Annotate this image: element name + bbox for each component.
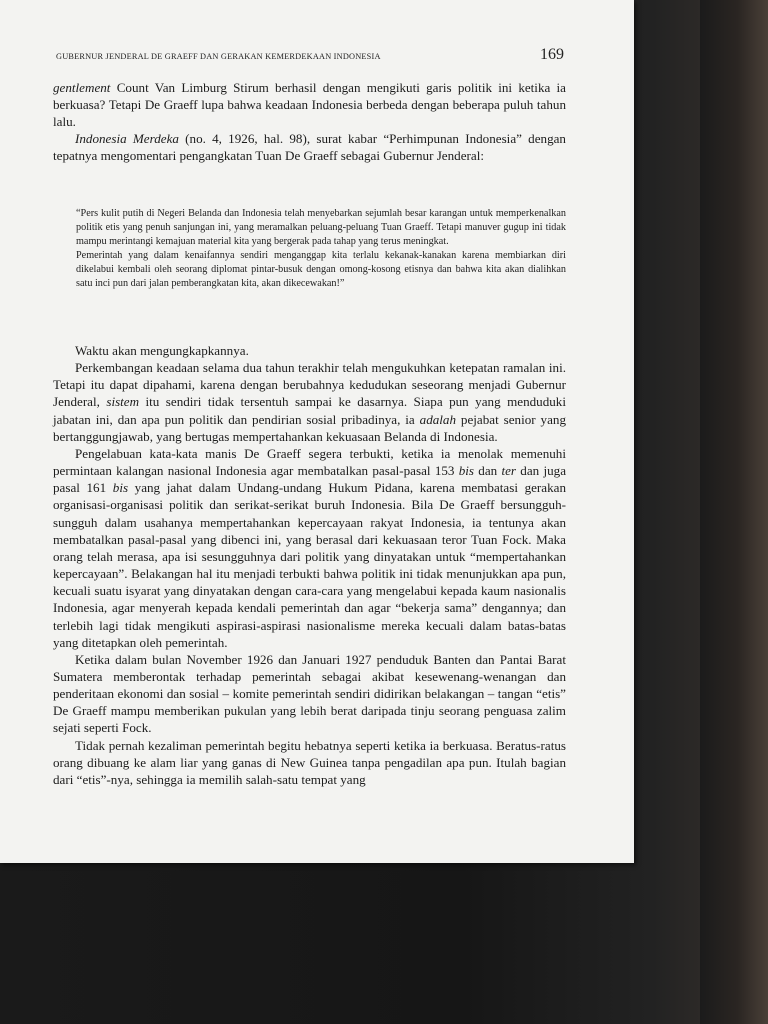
italic-term: bis [112, 480, 129, 496]
intro-paragraph-1 [53, 79, 566, 130]
running-title: GUBERNUR JENDERAL DE GRAEFF DAN GERAKAN KEMERDEKAAN INDONESIA [56, 52, 381, 61]
block-quote [76, 207, 566, 292]
paragraph-text: (no. 4, 1926, hal. 98), surat kabar “Perhimpunan Indonesia” dengan tepatnya mengomentari pengangkatan Tuan De Graeff sebagai Gubernur Jenderal: [53, 131, 566, 164]
paragraph-text: Count Van Limburg Stirum berhasil dengan mengikuti garis politik ini ketika ia berkuasa? Tetapi De Graeff lupa bahwa keadaan Indonesia berbeda dengan beberapa puluh tahun lalu. [53, 80, 566, 130]
main-paragraph-4: Ketika dalam bulan November 1926 dan Januari 1927 penduduk Banten dan Pantai Barat Sumatera memberontak terhadap pemerintah sebagai akibat kesewenang-wenangan dan penderitaan ekonomi dan sosial – komite pemerintah sendiri didirikan belakangan – tangan “etis” De Graeff mampu memberikan pukulan yang lebih berat daripada tinju seorang penguasa zalim sejati seperti Fock. [53, 651, 566, 736]
italic-term: gentlement [53, 80, 111, 95]
italic-term: sistem [106, 394, 140, 410]
italic-term: ter [501, 463, 517, 479]
paragraph-text: dan [474, 463, 502, 479]
main-paragraph-1: Waktu akan mengungkapkannya. [75, 343, 249, 358]
quote-paragraph-2: Pemerintah yang dalam kenaifannya sendiri menganggap kita terlalu kekanak-kanakan karena membiarkan diri dikelabui kembali oleh seorang diplomat pintar-busuk dengan omong-kosong etisnya dan bahwa kita akan dialihkan satu inci pun dari jalan pemberangkatan kita, akan dikecewakan!” [76, 250, 566, 290]
paragraph-text: Perkembangan keadaan selama dua tahun terakhir telah mengukuhkan ketepatan ramalan ini. Tetapi itu dapat dipahami, karena dengan berubahnya kedudukan seseorang menjadi Gubernur Jenderal, [53, 360, 566, 410]
paragraph-text: Pengelabuan kata-kata manis De Graeff segera terbukti, ketika ia menolak memenuhi permintaan kalangan nasional Indonesia agar membatalkan pasal-pasal 153 [53, 445, 566, 479]
main-text [53, 342, 566, 788]
paragraph-text: itu sendiri tidak tersentuh sampai ke dasarnya. Siapa pun yang menduduki jabatan ini, dan apa pun politik dan pendirian sosial pribadinya, ia [53, 394, 566, 427]
quote-paragraph-1: “Pers kulit putih di Negeri Belanda dan Indonesia telah menyebarkan sejumlah besar karangan untuk memperkenalkan politik etis yang penuh sanjungan ini, yang meramalkan peluang-peluang Tuan Graeff. Tetapi manuver gugup ini tidak mampu merintangi kemajuan material kita yang bergerak pada tahap yang terus meningkat. [76, 208, 566, 248]
paragraph-text: yang jahat dalam Undang-undang Hukum Pidana, karena membatasi gerakan organisasi-organisasi politik dan serikat-serikat buruh Indonesia. Bila De Graeff bersungguh-sungguh dalam usahanya mempertahankan kepercayaan rakyat Indonesia, ia tentunya akan membatalkan pasal-pasal yang dibenci ini, yang berasal dari kekuasaan teror Tuan Fock. Maka orang telah merasa, apa isi sesungguhnya dari politik yang dinyatakan untuk “mempertahankan kepercayaan”. Belakangan hal itu menjadi terbukti bahwa politik ini tidak menunjukkan apa pun, kecuali suatu isyarat yang dinyatakan dengan cara-cara yang mengelabui kepada kaum nasionalis Indonesia, agar menyerah kepada kendali pemerintah dan agar “bekerja sama” dengannya; dan terlebih lagi tidak mengikuti aspirasi-aspirasi nasionalisme mereka kecuali dalam batas-batas yang ditetapkan oleh pemerintah. [53, 480, 567, 650]
page-number: 169 [540, 46, 564, 63]
main-paragraph-5: Tidak pernah kezaliman pemerintah begitu hebatnya seperti ketika ia berkuasa. Beratus-ratus orang dibuang ke alam liar yang ganas di New Guinea tanpa pengadilan apa pun. Itulah bagian dari “etis”-nya, sehingga ia memilih salah-satu tempat yang [53, 737, 566, 787]
background-edge [700, 0, 768, 1024]
intro-text [53, 79, 566, 164]
main-paragraph-3 [53, 445, 566, 651]
italic-term: Indonesia Merdeka [75, 131, 179, 147]
main-paragraph-2 [53, 359, 566, 445]
intro-paragraph-2 [53, 130, 566, 164]
paragraph-text: pejabat senior yang bertanggungjawab, yang bertugas mempertahankan kekuasaan Belanda di Indonesia. [53, 411, 566, 444]
italic-term: bis [458, 463, 475, 479]
paragraph-text: dan juga pasal 161 [53, 463, 567, 496]
italic-term: adalah [419, 411, 457, 427]
